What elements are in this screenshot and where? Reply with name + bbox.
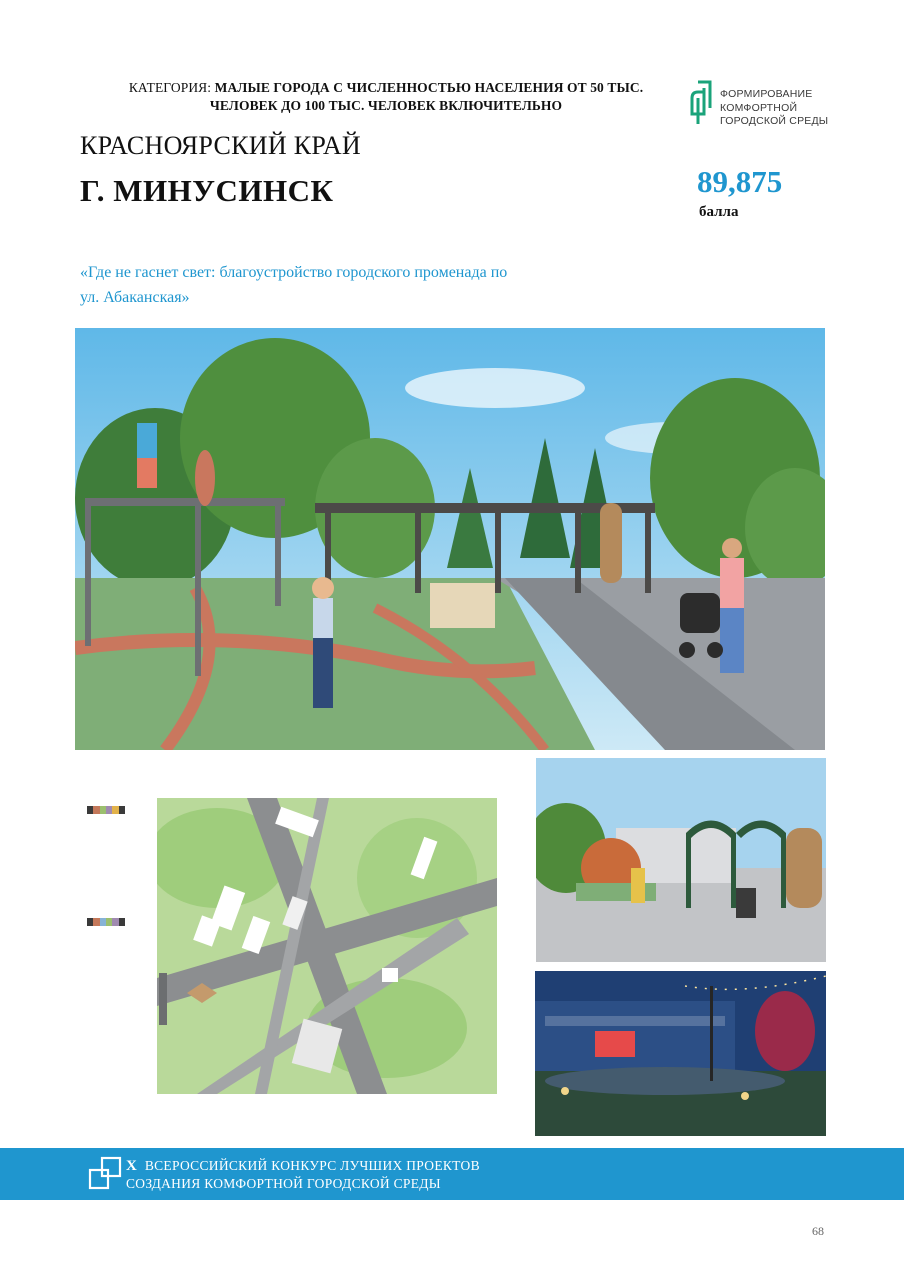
- city-title: Г. МИНУСИНСК: [80, 173, 334, 208]
- competition-line1: ВСЕРОССИЙСКИЙ КОНКУРС ЛУЧШИХ ПРОЕКТОВ: [144, 1158, 480, 1173]
- region-title: КРАСНОЯРСКИЙ КРАЙ: [80, 131, 361, 160]
- logo-line1: ФОРМИРОВАНИЕ: [720, 88, 813, 100]
- hero-image: [75, 328, 825, 750]
- promenade-day-image: [536, 758, 826, 962]
- logo-line3: ГОРОДСКОЙ СРЕДЫ: [720, 115, 829, 127]
- master-plan-image: [157, 798, 497, 1094]
- project-title-line2: ул. Абаканская»: [80, 289, 190, 306]
- competition-band: [0, 1148, 904, 1200]
- map-legend-bottom: [87, 918, 125, 926]
- score-unit: балла: [699, 204, 739, 220]
- cfu-logo-icon: [684, 78, 718, 128]
- page-number: 68: [812, 1224, 824, 1238]
- map-legend-top: [87, 806, 125, 814]
- category-line2: ЧЕЛОВЕК ДО 100 ТЫС. ЧЕЛОВЕК ВКЛЮЧИТЕЛЬНО: [209, 98, 563, 113]
- promenade-night-image: [535, 971, 826, 1136]
- competition-line2: СОЗДАНИЯ КОМФОРТНОЙ ГОРОДСКОЙ СРЕДЫ: [126, 1176, 441, 1191]
- score-value: 89,875: [697, 164, 783, 199]
- category-line1: МАЛЫЕ ГОРОДА С ЧИСЛЕННОСТЬЮ НАСЕЛЕНИЯ ОТ 50 ТЫС.: [214, 80, 644, 95]
- squares-logo-icon: [88, 1156, 124, 1192]
- category-heading: [86, 79, 686, 115]
- project-title: [80, 260, 600, 310]
- category-prefix: КАТЕГОРИЯ:: [128, 80, 212, 95]
- cfu-logo: [684, 78, 854, 134]
- logo-line2: КОМФОРТНОЙ: [720, 101, 798, 114]
- competition-number: X: [126, 1158, 138, 1174]
- project-title-line1: «Где не гаснет свет: благоустройство городского променада по: [80, 264, 508, 281]
